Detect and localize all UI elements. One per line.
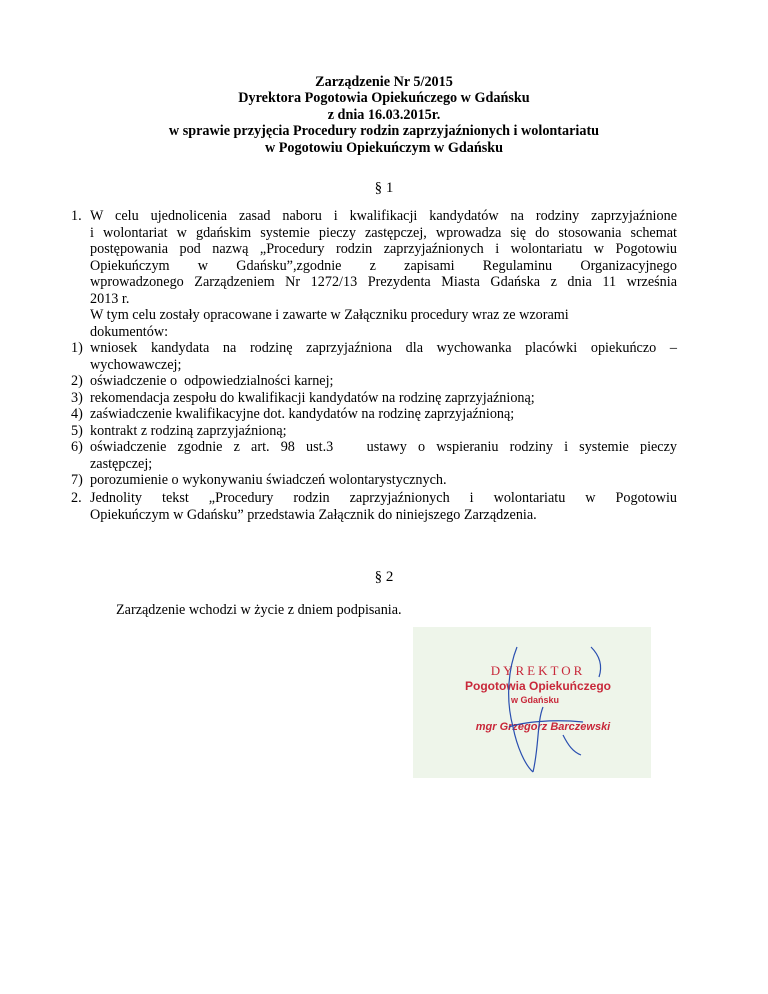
text-line: oświadczenie zgodnie z art. 98 ust.3 ustawy o wspieraniu rodziny i systemie pieczy: [90, 439, 677, 455]
paragraph-item-1: [71, 208, 677, 340]
text-line: zaświadczenie kwalifikacyjne dot. kandydatów na rodzinę zaprzyjaźnioną;: [90, 406, 515, 422]
list-item: [71, 422, 677, 440]
title-line-3: z dnia 16.03.2015r.: [327, 106, 441, 123]
stamp-line-1: DYREKTOR: [490, 663, 586, 678]
closing-text: Zarządzenie wchodzi w życie z dniem podpisania.: [116, 602, 402, 618]
document-list: [71, 340, 677, 489]
item-number: 1.: [71, 208, 82, 224]
list-number: 3): [71, 389, 83, 406]
list-item: [71, 439, 677, 472]
list-number: 7): [71, 472, 83, 488]
text-line: Jednolity tekst „Procedury rodzin zaprzyjaźnionych i wolontariatu w Pogotowiu: [90, 490, 677, 506]
stamp-line-2: Pogotowia Opiekuńczego: [464, 679, 612, 693]
section-1-sign: § 1: [374, 180, 394, 196]
list-item: [71, 373, 677, 390]
stamp-line-4: mgr Grzegorz Barczewski: [475, 721, 611, 733]
list-item: [71, 389, 677, 407]
text-line: rekomendacja zespołu do kwalifikacji kandydatów na rodzinę zaprzyjaźnioną;: [90, 389, 535, 406]
text-line: kontrakt z rodziną zaprzyjaźnioną;: [90, 422, 287, 439]
section-2-sign: § 2: [374, 569, 394, 585]
text-line: 2013 r.: [90, 290, 130, 307]
title-line-2: Dyrektora Pogotowia Opiekuńczego w Gdańsku: [238, 90, 530, 107]
text-line: W celu ujednolicenia zasad naboru i kwalifikacji kandydatów na rodziny zaprzyjaźnione: [90, 208, 677, 224]
document-header: [0, 74, 768, 156]
text-line: Opiekuńczym w Gdańsku” przedstawia Załącznik do niniejszego Zarządzenia.: [90, 506, 537, 523]
stamp-svg: [413, 627, 651, 778]
title-line-5: w Pogotowiu Opiekuńczym w Gdańsku: [264, 139, 504, 156]
text-line: dokumentów:: [90, 323, 169, 340]
text-line: Opiekuńczym w Gdańsku”,zgodnie z zapisami Regulaminu Organizacyjnego: [90, 257, 677, 274]
list-number: 2): [71, 373, 83, 389]
text-line: oświadczenie o odpowiedzialności karnej;: [90, 373, 334, 389]
paragraph-item-2: [71, 490, 677, 523]
text-line: wychowawczej;: [90, 356, 182, 373]
list-number: 5): [71, 422, 83, 439]
title-line-4: w sprawie przyjęcia Procedury rodzin zaprzyjaźnionych i wolontariatu: [168, 123, 600, 140]
text-line: porozumienie o wykonywaniu świadczeń wolontarystycznych.: [90, 472, 447, 488]
text-line: wniosek kandydata na rodzinę zaprzyjaźniona dla wychowanka placówki opiekuńczo –: [90, 340, 677, 356]
text-line: W tym celu zostały opracowane i zawarte w Załączniku procedury wraz ze wzorami: [90, 307, 569, 323]
list-number: 6): [71, 439, 83, 455]
list-item: [71, 472, 677, 489]
text-line: i wolontariat w gdańskim systemie pieczy zastępczej, wprowadza się do stosowania schemat: [90, 224, 677, 241]
list-item: [71, 340, 677, 373]
stamp-line-3: w Gdańsku: [510, 695, 560, 705]
list-item: [71, 406, 677, 423]
text-line: postępowania pod nazwą „Procedury rodzin zaprzyjaźnionych i wolontariatu w Pogotowiu: [90, 241, 677, 257]
item-number: 2.: [71, 490, 82, 506]
title-line-1: Zarządzenie Nr 5/2015: [315, 74, 453, 90]
list-number: 1): [71, 340, 83, 356]
director-stamp-signature: [413, 627, 651, 778]
list-number: 4): [71, 406, 83, 422]
text-line: zastępczej;: [90, 455, 153, 472]
text-line: wprowadzonego Zarządzeniem Nr 1272/13 Prezydenta Miasta Gdańska z dnia 11 września: [90, 274, 677, 290]
